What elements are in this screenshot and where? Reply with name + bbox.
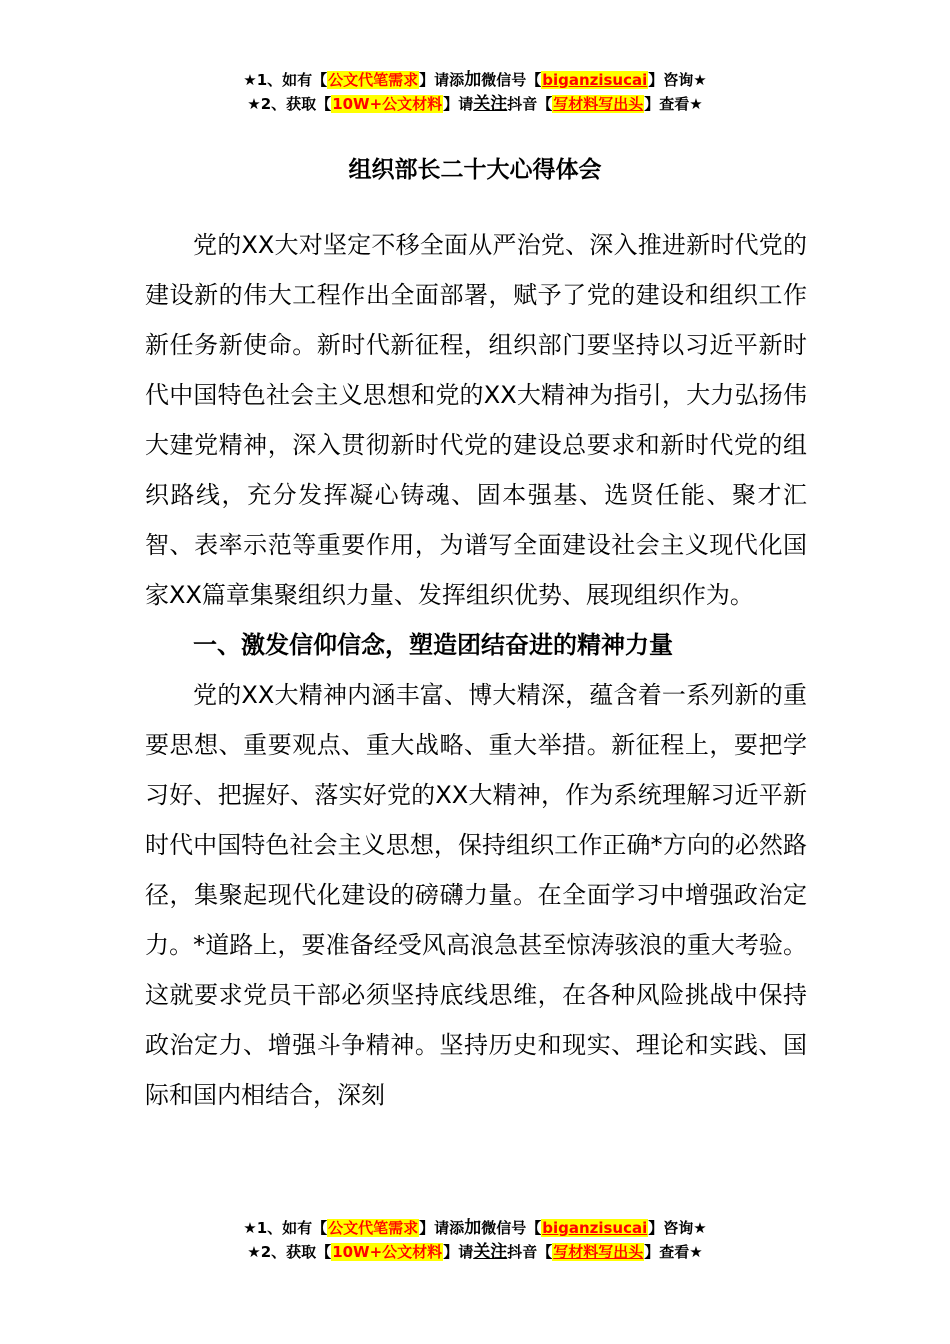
promo-text: ★2、获取【 (247, 95, 332, 113)
promo-line-2 (0, 92, 950, 116)
promo-line-1 (0, 68, 950, 92)
wechat-id: biganzisucai (542, 1219, 648, 1237)
document-body (145, 220, 807, 1120)
promo-highlight: 10W+公文材料 (332, 1243, 443, 1261)
promo-line-2 (0, 1240, 950, 1264)
promo-text: 抖音【 (507, 95, 553, 113)
promo-text: ★1、如有【 (243, 1219, 328, 1237)
wechat-id: biganzisucai (542, 71, 648, 89)
douyin-account: 写材料写出头 (553, 1243, 644, 1261)
document-title: 组织部长二十大心得体会 (348, 157, 602, 183)
douyin-account: 写材料写出头 (553, 95, 644, 113)
promo-text: 】请 (443, 1243, 474, 1261)
promo-text: ★2、获取【 (247, 1243, 332, 1261)
promo-text: 】请 (443, 95, 474, 113)
promo-text: 关注 (473, 94, 508, 114)
promo-text: 关注 (473, 1242, 508, 1262)
promo-text: 】咨询★ (648, 1219, 707, 1237)
promo-text: 微信号【 (481, 71, 542, 89)
promo-text: 加 (464, 1218, 482, 1238)
paragraph: 党的XX大对坚定不移全面从严治党、深入推进新时代党的建设新的伟大工程作出全面部署，赋予了党的建设和组织工作新任务新使命。新时代新征程，组织部门要坚持以习近平新时代中国特色社会主义思想和党的XX大精神为指引，大力弘扬伟大建党精神，深入贯彻新时代党的建设总要求和新时代党的组织路线，充分发挥凝心铸魂、固本强基、选贤任能、聚才汇智、表率示范等重要作用，为谱写全面建设社会主义现代化国家XX篇章集聚组织力量、发挥组织优势、展现组织作为。 (145, 231, 807, 609)
promo-text: 微信号【 (481, 1219, 542, 1237)
promo-highlight: 公文代笔需求 (328, 71, 419, 89)
promo-text: 抖音【 (507, 1243, 553, 1261)
promo-text: 加 (464, 70, 482, 90)
promo-line-1 (0, 1216, 950, 1240)
promo-text: 】请添 (419, 71, 465, 89)
promo-text: 】查看★ (644, 1243, 703, 1261)
promo-text: 】咨询★ (648, 71, 707, 89)
promo-text: 】查看★ (644, 95, 703, 113)
promo-highlight: 公文代笔需求 (328, 1219, 419, 1237)
promo-text: 】请添 (419, 1219, 465, 1237)
header-promo-banner (0, 68, 950, 116)
promo-text: ★1、如有【 (243, 71, 328, 89)
footer-promo-banner (0, 1216, 950, 1264)
section-heading: 一、激发信仰信念，塑造团结奋进的精神力量 (193, 631, 673, 659)
promo-highlight: 10W+公文材料 (332, 95, 443, 113)
paragraph: 党的XX大精神内涵丰富、博大精深，蕴含着一系列新的重要思想、重要观点、重大战略、重大举措。新征程上，要把学习好、把握好、落实好党的XX大精神，作为系统理解习近平新时代中国特色社会主义思想，保持组织工作正确*方向的必然路径，集聚起现代化建设的磅礴力量。在全面学习中增强政治定力。*道路上，要准备经受风高浪急甚至惊涛骇浪的重大考验。这就要求党员干部必须坚持底线思维，在各种风险挑战中保持政治定力、增强斗争精神。坚持历史和现实、理论和实践、国际和国内相结合，深刻 (145, 681, 807, 1109)
